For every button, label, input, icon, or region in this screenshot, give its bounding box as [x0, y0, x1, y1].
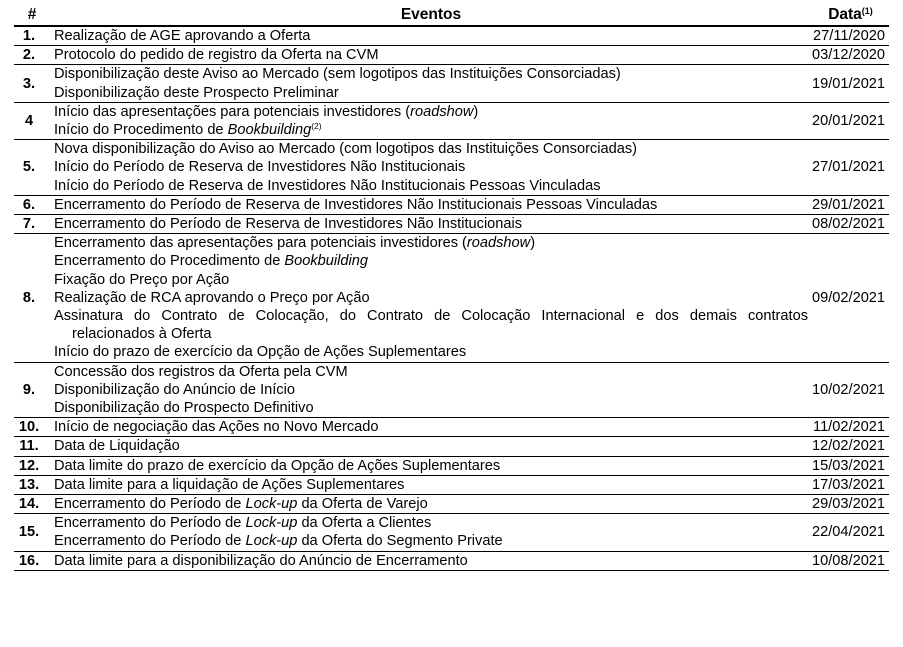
row-date: 20/01/2021: [812, 102, 889, 139]
event-text: Assinatura do Contrato de Colocação, do Contrato de Colocação Internacional e dos demais contratos: [54, 308, 808, 325]
event-text: Início de negociação das Ações no Novo Mercado: [54, 419, 379, 436]
event-text: Disponibilização deste Aviso ao Mercado (sem logotipos das Instituições Consorciadas): [54, 66, 621, 83]
event-line: [54, 158, 808, 176]
row-events: [50, 65, 812, 102]
table-row: [14, 26, 889, 46]
row-events: [50, 437, 812, 456]
table-row: [14, 195, 889, 214]
row-number: 16.: [14, 551, 50, 570]
table-row: [14, 362, 889, 418]
row-date: 29/01/2021: [812, 195, 889, 214]
event-text: Data limite do prazo de exercício da Opção de Ações Suplementares: [54, 457, 501, 474]
emphasis-text: Lock-up: [245, 515, 298, 532]
event-text: Início do Período de Reserva de Investidores Não Institucionais Pessoas Vinculadas: [54, 177, 601, 194]
table-row: [14, 102, 889, 139]
event-text: Início do Período de Reserva de Investidores Não Institucionais: [54, 159, 466, 176]
row-number: 1.: [14, 26, 50, 46]
event-line: [54, 552, 808, 570]
header-events: Eventos: [50, 4, 812, 26]
row-date: 19/01/2021: [812, 65, 889, 102]
event-text: Realização de AGE aprovando a Oferta: [54, 28, 311, 44]
row-events: [50, 46, 812, 65]
row-events: [50, 362, 812, 418]
table-row: [14, 418, 889, 437]
row-number: 8.: [14, 234, 50, 362]
event-line: [54, 343, 808, 361]
event-text: Disponibilização do Prospecto Definitivo: [54, 400, 314, 417]
header-row: [14, 4, 889, 26]
event-line: [54, 289, 808, 307]
row-events: [50, 456, 812, 475]
header-number: #: [14, 4, 50, 26]
event-text: ): [473, 103, 479, 120]
emphasis-text: Bookbuilding: [227, 122, 312, 139]
event-text: Concessão dos registros da Oferta pela CVM: [54, 363, 348, 380]
event-text: Início das apresentações para potenciais investidores (: [54, 103, 411, 120]
event-text: Data limite para a liquidação de Ações Suplementares: [54, 476, 405, 493]
emphasis-text: Lock-up: [245, 496, 298, 513]
row-number: 14.: [14, 495, 50, 514]
footnote-marker: (2): [311, 121, 322, 132]
events-table: [14, 4, 889, 571]
event-text: da Oferta a Clientes: [297, 515, 432, 532]
row-events: [50, 551, 812, 570]
row-number: 5.: [14, 140, 50, 196]
event-text: Data limite para a disponibilização do Anúncio de Encerramento: [54, 552, 468, 569]
row-number: 2.: [14, 46, 50, 65]
event-line: [54, 177, 808, 195]
row-events: [50, 234, 812, 362]
event-line: [54, 532, 808, 550]
table-body: [14, 26, 889, 570]
event-text: Encerramento do Período de Reserva de Investidores Não Institucionais: [54, 216, 523, 233]
table-row: [14, 514, 889, 551]
event-text: Encerramento do Período de Reserva de Investidores Não Institucionais Pessoas Vinculadas: [54, 196, 658, 213]
event-line: [54, 514, 808, 532]
event-line: [54, 234, 808, 252]
event-text: Encerramento do Período de: [54, 533, 246, 550]
row-events: [50, 514, 812, 551]
event-text: Encerramento do Período de: [54, 496, 246, 513]
row-date: 29/03/2021: [812, 495, 889, 514]
event-line: [54, 121, 808, 139]
row-number: 13.: [14, 475, 50, 494]
event-line: [54, 103, 808, 121]
row-events: [50, 418, 812, 437]
table-row: [14, 215, 889, 234]
row-date: 17/03/2021: [812, 475, 889, 494]
row-events: [50, 140, 812, 196]
row-events: [50, 102, 812, 139]
row-events: [50, 475, 812, 494]
event-line: [54, 418, 808, 436]
event-line: [54, 457, 808, 475]
event-text: Início do prazo de exercício da Opção de Ações Suplementares: [54, 344, 467, 361]
header-date: [812, 4, 889, 26]
row-date: 10/02/2021: [812, 362, 889, 418]
table-row: [14, 140, 889, 196]
event-text: ): [530, 235, 536, 252]
event-line: [54, 140, 808, 158]
event-line: [54, 399, 808, 417]
event-text: Disponibilização do Anúncio de Início: [54, 381, 295, 398]
row-events: [50, 26, 812, 46]
row-date: 03/12/2020: [812, 46, 889, 65]
event-line: [54, 307, 808, 325]
event-line: [54, 46, 808, 64]
row-number: 7.: [14, 215, 50, 234]
emphasis-text: roadshow: [466, 235, 531, 252]
event-line: [54, 215, 808, 233]
event-text: da Oferta do Segmento Private: [297, 533, 503, 550]
event-text: Encerramento do Procedimento de: [54, 253, 285, 270]
row-number: 10.: [14, 418, 50, 437]
event-text: Fixação do Preço por Ação: [54, 271, 230, 288]
row-date: 12/02/2021: [812, 437, 889, 456]
event-text: Encerramento do Período de: [54, 515, 246, 532]
row-date: 08/02/2021: [812, 215, 889, 234]
header-date-label: Data: [828, 6, 862, 23]
row-date: 22/04/2021: [812, 514, 889, 551]
row-number: 3.: [14, 65, 50, 102]
row-date: 09/02/2021: [812, 234, 889, 362]
event-text: Nova disponibilização do Aviso ao Mercado (com logotipos das Instituições Consorciadas): [54, 141, 637, 158]
row-date: 15/03/2021: [812, 456, 889, 475]
row-date: 10/08/2021: [812, 551, 889, 570]
event-line: [54, 252, 808, 270]
row-number: 4: [14, 102, 50, 139]
event-line: [54, 27, 808, 45]
row-date: 27/01/2021: [812, 140, 889, 196]
table-row: [14, 475, 889, 494]
header-date-footnote: (1): [861, 6, 873, 16]
row-events: [50, 215, 812, 234]
event-line: [54, 437, 808, 455]
row-number: 12.: [14, 456, 50, 475]
event-line: [54, 495, 808, 513]
event-line: [54, 363, 808, 381]
event-line: [54, 271, 808, 289]
event-text: Data de Liquidação: [54, 438, 180, 455]
event-text: Realização de RCA aprovando o Preço por Ação: [54, 289, 370, 306]
event-line: [54, 476, 808, 494]
table-header: [14, 4, 889, 26]
event-line: [54, 84, 808, 102]
event-line: [54, 65, 808, 83]
event-text: Protocolo do pedido de registro da Oferta na CVM: [54, 47, 379, 64]
event-text: Encerramento das apresentações para potenciais investidores (: [54, 235, 467, 252]
row-date: 11/02/2021: [812, 418, 889, 437]
table-row: [14, 46, 889, 65]
emphasis-text: Lock-up: [245, 533, 298, 550]
event-text: da Oferta de Varejo: [297, 496, 428, 513]
row-events: [50, 495, 812, 514]
row-number: 11.: [14, 437, 50, 456]
row-number: 6.: [14, 195, 50, 214]
table-row: [14, 65, 889, 102]
row-events: [50, 195, 812, 214]
emphasis-text: roadshow: [410, 103, 474, 120]
row-date: 27/11/2020: [812, 26, 889, 46]
event-text: Disponibilização deste Prospecto Preliminar: [54, 84, 339, 101]
row-number: 9.: [14, 362, 50, 418]
row-number: 15.: [14, 514, 50, 551]
emphasis-text: Bookbuilding: [284, 253, 368, 270]
table-row: [14, 234, 889, 362]
table-row: [14, 437, 889, 456]
event-text: relacionados à Oferta: [72, 326, 212, 343]
table-row: [14, 456, 889, 475]
event-line: [54, 196, 808, 214]
table-row: [14, 495, 889, 514]
event-text: Início do Procedimento de: [54, 122, 228, 139]
table-row: [14, 551, 889, 570]
event-line: [54, 381, 808, 399]
event-line: [54, 325, 808, 343]
